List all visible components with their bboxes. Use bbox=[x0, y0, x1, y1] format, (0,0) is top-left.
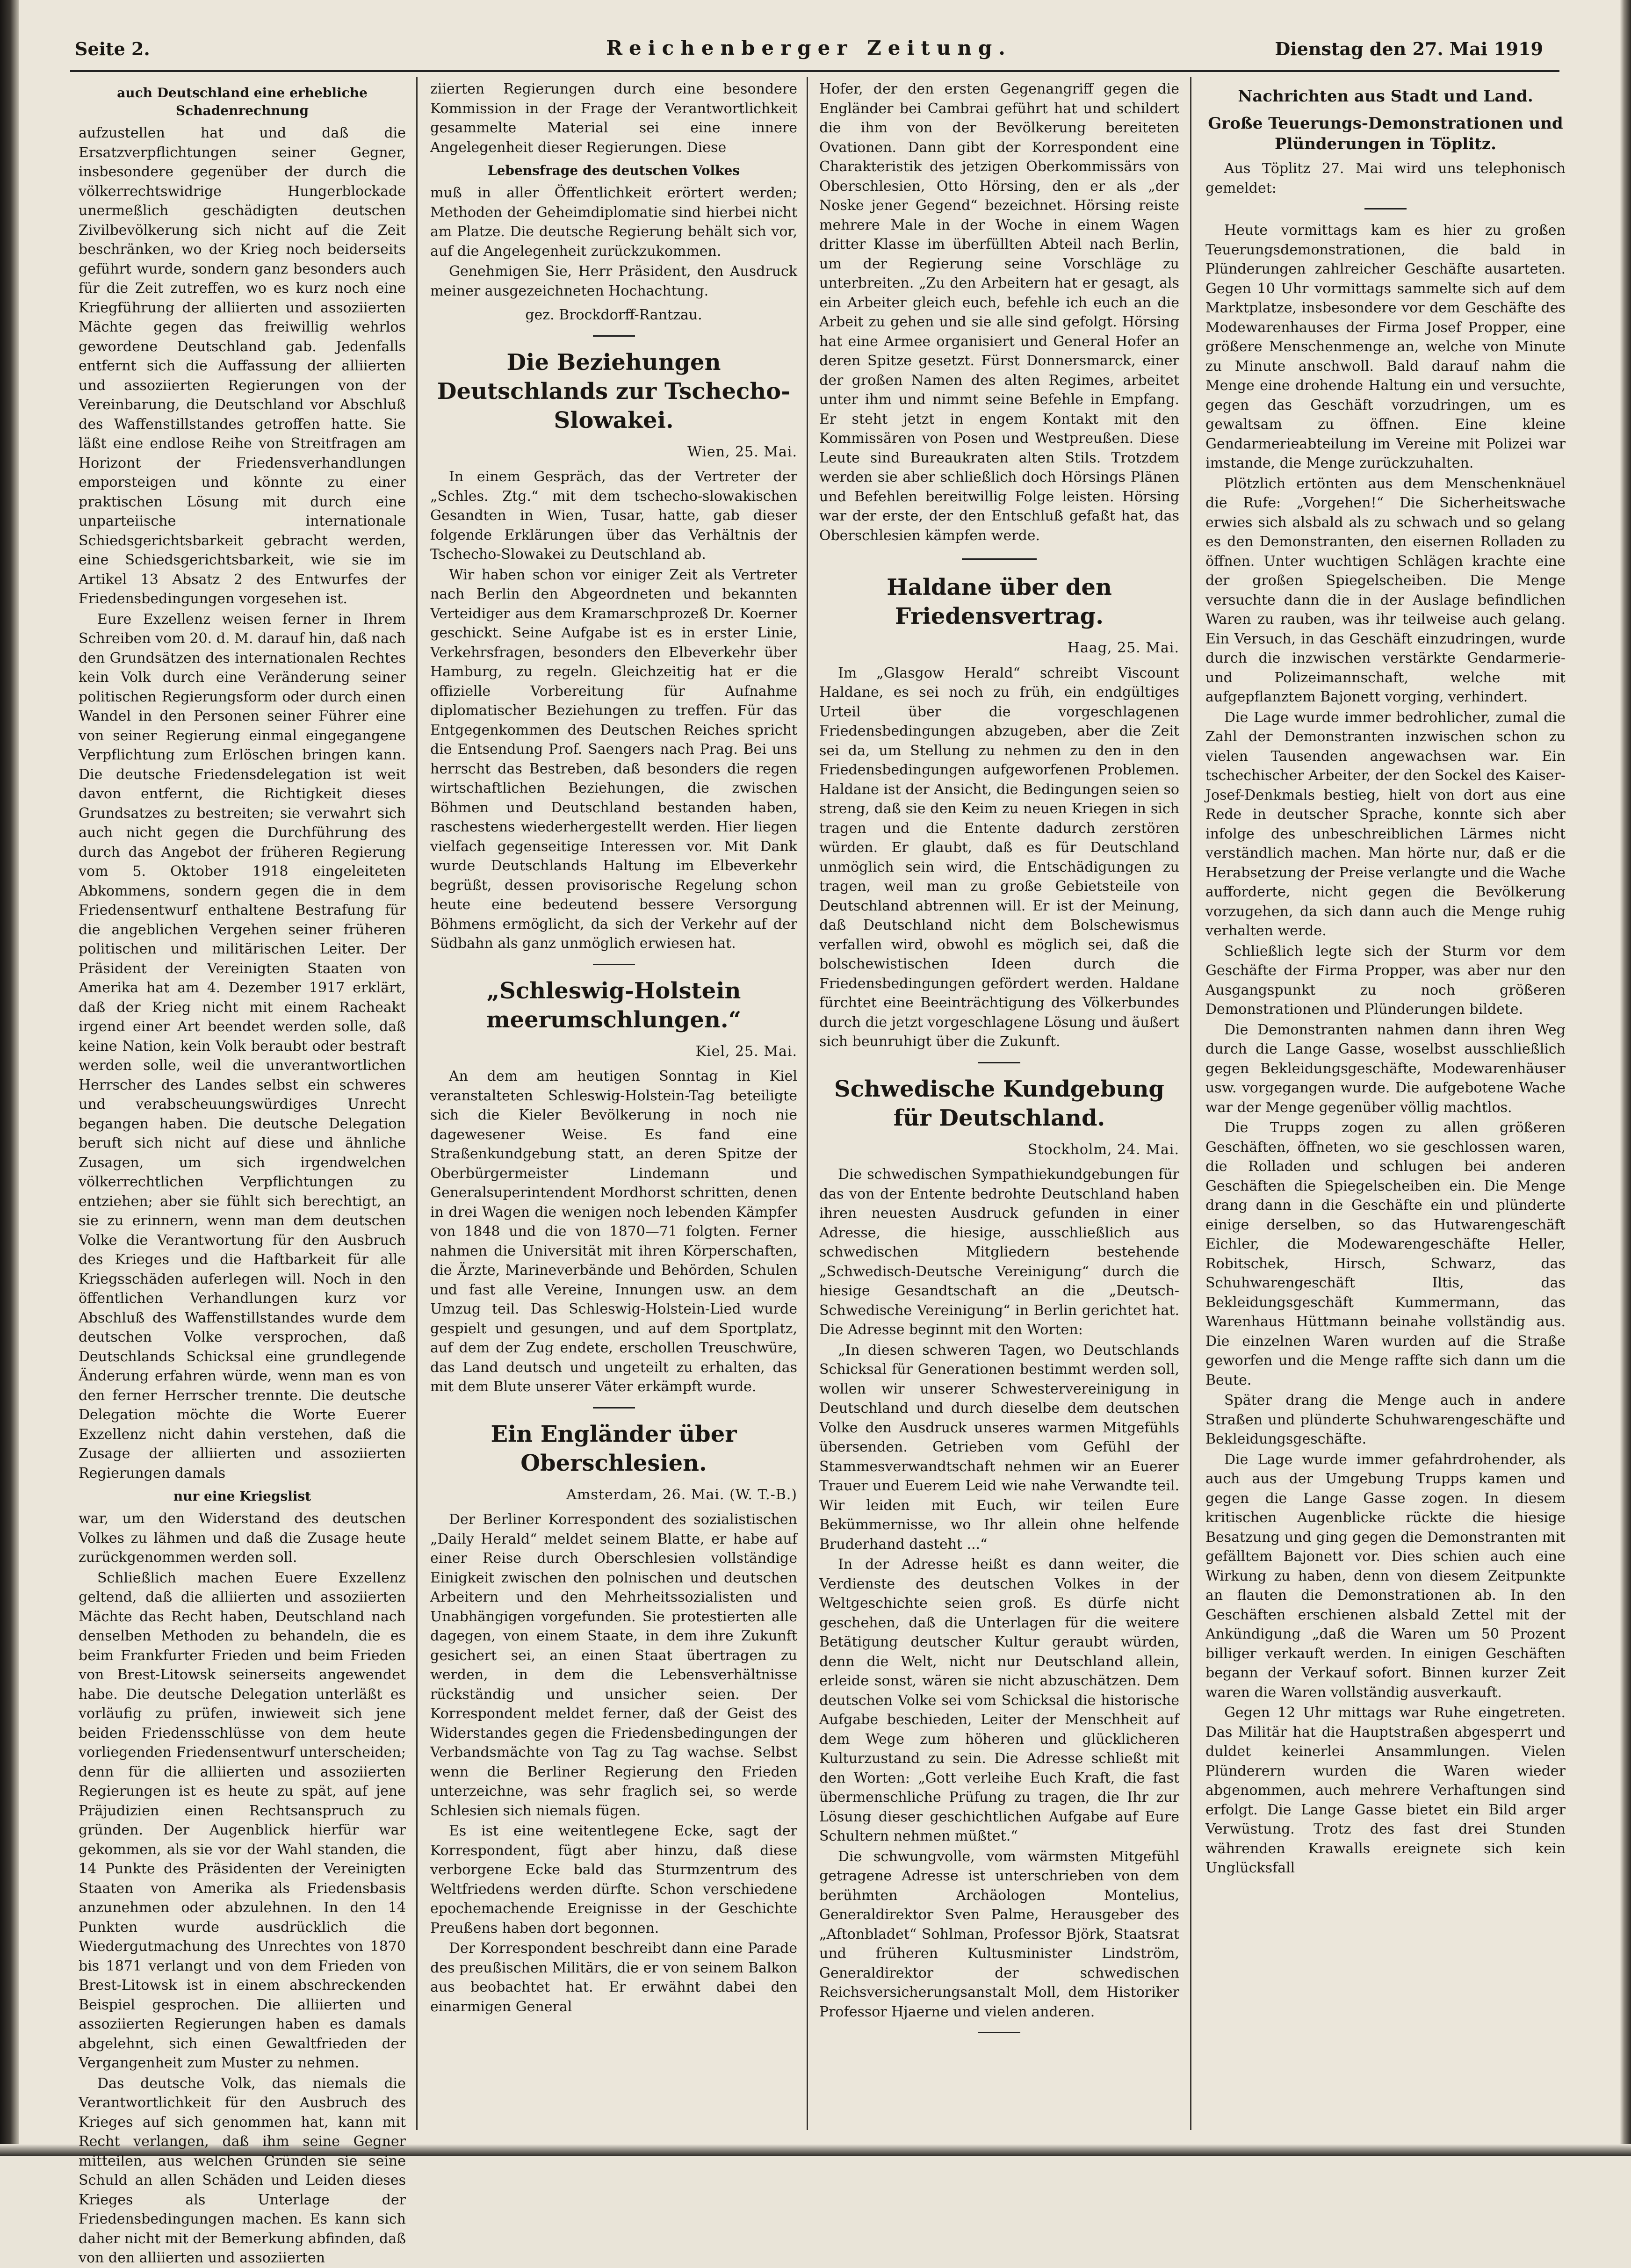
signature: gez. Brockdorff-Rantzau. bbox=[525, 307, 702, 323]
paragraph: An dem am heutigen Sonntag in Kiel veranstalteten Schleswig-Holstein-Tag beteiligte sich die Kieler Bevölkerung in noch nie dagewesener Weise. Es fand eine Straßenkundgebung statt, an deren Spitze der Oberbürgermeister Lindemann und Generalsuperintendent Mordhorst schritten, denen in drei Wagen die wenigen noch lebenden Kämpfer von 1848 und die von 1870—71 folgten. Ferner nahmen die Universität mit ihren Körperschaften, die Ärzte, Marineverbände und Behörden, Schulen und fast alle Vereine, Innungen usw. an dem Umzug teil. Das Schleswig-Holstein-Lied wurde gespielt und gesungen, und auf dem Sportplatz, auf dem der Zug endete, erschollen Treuschwüre, das Land deutsch und ungeteilt zu erhalten, das mit dem Blute unserer Väter erkämpft wurde. bbox=[430, 1068, 797, 1395]
paragraph: Eure Exzellenz weisen ferner in Ihrem Schreiben vom 20. d. M. darauf hin, daß nach den Grundsätzen des internationalen Rechtes kein Volk durch eine Veränderung seiner politischen Regierungsform oder durch einen Wandel in den Personen seiner Führer eine von seiner Regierung einmal eingegangene Verpflichtung zum Erlöschen bringen kann. Die deutsche Friedensdelegation ist weit davon entfernt, die Richtigkeit dieses Grundsatzes zu bestreiten; sie verwahrt sich auch nicht gegen die Durchführung des durch das Angebot der früheren Regierung vom 5. Oktober 1918 eingeleiteten Abkommens, sondern gegen die in dem Friedensentwurf enthaltene Bestrafung für die angeblichen Vergehen seiner früheren politischen und militärischen Leiter. Der Präsident der Vereinigten Staaten von Amerika hat am 4. Dezember 1917 erklärt, daß der Krieg nicht mit einem Racheakt irgend einer Art beendet werden solle, daß keine Nation, kein Volk beraubt oder bestraft werden solle, weil die unverantwortlichen Herrscher des Landes selbst ein schweres und verabscheuungswürdiges Unrecht begangen haben. Die deutsche Delegation beruft sich nicht auf diese und ähnliche Zusagen, um sich irgendwelchen völkerrechtlichen Verpflichtungen zu entziehen; aber sie fühlt sich berechtigt, an sie zu erinnern, wenn man dem deutschen Volke die Verantwortung für den Ausbruch des Krieges und die Haftbarkeit für alle Kriegsschäden auferlegen will. Noch in den öffentlichen Verhandlungen kurz vor Abschluß des Waffenstillstandes wurde dem deutschen Volke versprochen, daß Deutschlands Schicksal eine grundlegende Änderung erfahren würde, wenn man es von den ferner Herrscher trennte. Die deutsche Delegation möchte die Worte Euerer Exzellenz nicht dahin verstehen, daß die Zusage der alliierten und assoziierten Regierungen damals bbox=[79, 611, 406, 1481]
paragraph: Schließlich machen Euere Exzellenz geltend, daß die alliierten und assoziierten Mächte das Recht haben, Deutschland nach denselben Methoden zu behandeln, die es beim Frankfurter Frieden und beim Frieden von Brest-Litowsk seinerseits angewendet habe. Die deutsche Delegation unterläßt es vorläufig zu prüfen, inwieweit sich jene beiden Friedensschlüsse von dem heute vorliegenden Friedensentwurf unterscheiden; denn für die alliierten und assoziierten Regierungen ist es heute zu spät, auf jene Präjudizien einen Rechtsanspruch zu gründen. Der Augenblick hierfür war gekommen, als sie vor der Wahl standen, die 14 Punkte des Präsidenten der Vereinigten Staaten von Amerika als Friedensbasis anzunehmen oder abzulehnen. In den 14 Punkten wurde ausdrücklich die Wiedergutmachung des Unrechtes von 1870 bis 1871 verlangt und von dem Frieden von Brest-Litowsk ist in einem abschreckenden Beispiel gesprochen. Die alliierten und assoziierten Regierungen haben es damals abgelehnt, sich einen Gewaltfrieden der Vergangenheit zum Muster zu nehmen. bbox=[79, 1569, 406, 2071]
paragraph: Die Trupps zogen zu allen größeren Geschäften, öffneten, wo sie geschlossen waren, die Rolladen und schlugen bei anderen Geschäften die Spiegelscheiben ein. Die Menge drang dann in die Geschäfte ein und plünderte einige derselben, so das Hutwarengeschäft Eichler, die Modewarengeschäfte Heller, Robitschek, Hirsch, Schwarz, das Schuhwarengeschäft Iltis, das Bekleidungsgeschäft Kummermann, das Warenhaus Hüttmann beinahe vollständig aus. Die einzelnen Waren wurden auf die Straße geworfen und die Menge raffte sich dann um die Beute. bbox=[1205, 1120, 1566, 1388]
dateline: Wien, 25. Mai. bbox=[687, 443, 797, 460]
issue-date: Dienstag den 27. Mai 1919 bbox=[1275, 38, 1543, 59]
paragraph: muß in aller Öffentlichkeit erörtert werden; Methoden der Geheimdiplomatie sind hierbei nicht am Platze. Die deutsche Regierung behält sich vor, auf die Angelegenheit zurückzukommen. bbox=[430, 185, 797, 260]
paragraph: Plötzlich ertönten aus dem Menschenknäuel die Rufe: „Vorgehen!“ Die Sicherheitswache erwies sich alsbald als zu schwach und so gelang es den Demonstranten, den eisernen Rolladen zu öffnen. Unter wuchtigen Schlägen krachte eine der großen Spiegelscheiben. Die Menge versuchte dann die in der Auslage befindlichen Waren zu rauben, was ihr teilweise auch gelang. Ein Versuch, in das Geschäft einzudringen, wurde durch die inzwischen verstärkte Gendarmerie- und Polizeimannschaft, welche mit aufgepflanztem Bajonett vorging, verhindert. bbox=[1205, 475, 1566, 705]
column-1 bbox=[79, 79, 406, 2266]
paragraph: Hofer, der den ersten Gegenangriff gegen die Engländer bei Cambrai geführt hat und schildert die ihm von der Bevölkerung bereiteten Ovationen. Dann gibt der Korrespondent eine Charakteristik des jetzigen Oberkommissärs von Oberschlesien, Otto Hörsing, den er als „der Noske jener Gegend“ bezeichnet. Hörsing reiste mehrere Male in der Woche in einem Wagen dritter Klasse im überfüllten Abteil nach Berlin, um der Regierung seine Vorschläge zu unterbreiten. „Zu den Arbeitern hat er gesagt, als ein Arbeiter gleich euch, befehle ich euch an die Arbeit zu gehen und sie alle sind gefolgt. Hörsing hat eine Armee organisiert und General Hofer an deren Spitze gesetzt. Fürst Donnersmarck, einer der großen Namen des alten Regimes, arbeitet unter ihm und nimmt seine Befehle in Empfang. Er steht jetzt in engem Kontakt mit den Kommissären von Posen und Westpreußen. Diese Leute sind Bureaukraten alten Stils. Trotzdem werden sie aber schließlich doch Hörsings Plänen und Befehlen bereitwillig Folge leisten. Hörsing war der erste, der den Entschluß gefaßt hat, das Oberschlesien kämpfen werde. bbox=[819, 81, 1179, 544]
paragraph: Genehmigen Sie, Herr Präsident, den Ausdruck meiner ausgezeichneten Hochachtung. bbox=[430, 263, 797, 299]
dateline: Aus Töplitz 27. Mai wird uns telephonisch gemeldet: bbox=[1205, 160, 1566, 196]
paragraph: In einem Gespräch, das der Vertreter der „Schles. Ztg.“ mit dem tschecho-slowakischen Gesandten in Wien, Tusar, hatte, gab dieser folgende Erklärungen über das Verhältnis der Tschecho-Slowakei zu Deutschland ab. bbox=[430, 469, 797, 563]
paragraph: Das deutsche Volk, das niemals die Verantwortlichkeit für den Ausbruch des Krieges auf sich genommen hat, kann mit Recht verlangen, daß ihm seine Gegner mitteilen, aus welchen Gründen sie seine Schuld an allen Schäden und Leiden dieses Krieges als Unterlage der Friedensbedingungen machen. Es kann sich daher nicht mit der Bemerkung abfinden, daß von den alliierten und assoziierten bbox=[79, 2075, 406, 2266]
separator bbox=[962, 558, 1037, 560]
page-number: Seite 2. bbox=[75, 38, 150, 59]
scan-edge-left bbox=[0, 0, 19, 2156]
paragraph: Der Berliner Korrespondent des sozialistischen „Daily Herald“ meldet seinem Blatte, er habe auf einer Reise durch Oberschlesien vollständige Einigkeit zwischen den polnischen und deutschen Arbeitern und den Mehrheitssozialisten und Unabhängigen vorgefunden. Sie protestierten alle dagegen, von einem Staate, in dem ihre Zukunft gesichert sei, an einen Staat übertragen zu werden, in dem die Lebensverhältnisse rückständig und unsicher seien. Der Korrespondent meldet ferner, daß der Geist des Widerstandes gegen die Friedensbedingungen der Verbandsmächte von Tag zu Tag wachse. Selbst wenn die Berliner Regierung den Frieden unterzeichne, was sehr fraglich sei, so werde Schlesien sich niemals fügen. bbox=[430, 1511, 797, 1819]
paragraph: Die Lage wurde immer gefahrdrohender, als auch aus der Umgebung Trupps kamen und gegen die Lange Gasse zogen. In diesem kritischen Augenblicke rückte die hiesige Besatzung und ging gegen die Demonstranten mit gefälltem Bajonett vor. Dies schien auch eine Wirkung zu haben, denn von diesem Zeitpunkte an flauten die Demonstrationen ab. In den Geschäften erschienen alsbald Zettel mit der Ankündigung „daß die Waren um 50 Prozent billiger verkauft werden. In einigen Geschäften begann der Verkauf sofort. Binnen kurzer Zeit waren die Waren vollständig ausverkauft. bbox=[1205, 1451, 1566, 1701]
article-title: Ein Engländer über Oberschlesien. bbox=[491, 1421, 737, 1476]
separator bbox=[1364, 208, 1407, 209]
paragraph: ziierten Regierungen durch eine besondere Kommission in der Frage der Verantwortlichkeit gesammelte Material sei eine innere Angelegenheit dieser Regierungen. Diese bbox=[430, 81, 797, 156]
paragraph: Gegen 12 Uhr mittags war Ruhe eingetreten. Das Militär hat die Hauptstraßen abgesperrt und duldet keinerlei Ansammlungen. Vielen Plünderern wurden die Waren wieder abgenommen, auch mehrere Verhaftungen sind erfolgt. Die Lange Gasse bietet ein Bild arger Verwüstung. Trotz des fast drei Stunden währenden Krawalls ereignete sich kein Unglücksfall bbox=[1205, 1705, 1566, 1876]
subheading: nur eine Kriegslist bbox=[173, 1488, 311, 1504]
paragraph: Im „Glasgow Herald“ schreibt Viscount Haldane, es sei noch zu früh, ein endgültiges Urteil über die vorgeschlagenen Friedensbedingungen abzugeben, aber die Zeit sei da, um Stellung zu nehmen zu den in den Friedensbedingungen aufgeworfenen Problemen. Haldane ist der Ansicht, die Bedingungen seien so streng, daß sie den Keim zu neuen Kriegen in sich tragen und die Entente dadurch zerstören würden. Er glaubt, daß es für Deutschland unmöglich sein wird, die Entschädigungen zu tragen, weil man zu große Gebietsteile von Deutschland abtrennen will. Er ist der Meinung, daß Deutschland nicht dem Bolschewismus verfallen wird, obwohl es möglich sei, daß die bolschewistischen Ideen durch die Friedensbedingungen gefördert werden. Haldane fürchtet eine Beeinträchtigung des Völkerbundes durch die jetzt vorgeschlagene Lösung und äußert sich beunruhigt über die Zukunft. bbox=[819, 665, 1179, 1050]
dateline: Haag, 25. Mai. bbox=[1067, 640, 1179, 656]
dateline: Amsterdam, 26. Mai. (W. T.-B.) bbox=[566, 1486, 797, 1503]
column-divider bbox=[1190, 77, 1191, 2130]
column-divider bbox=[807, 77, 808, 2130]
paragraph: „In diesen schweren Tagen, wo Deutschlands Schicksal für Generationen bestimmt werden soll, wollen wir unserer Schwestervereinigung in Deutschland und durch dieselbe dem deutschen Volke den Ausdruck unseres warmen Mitgefühls übersenden. Getrieben vom Gefühl der Stammesverwandtschaft nehmen wir an Euerer Trauer und Euerem Leid wie nahe Verwandte teil. Wir leiden mit Euch, wir teilen Eure Bekümmernisse, wo Ihr allein ohne helfende Bruderhand dasteht ...“ bbox=[819, 1342, 1179, 1553]
paragraph: Wir haben schon vor einiger Zeit als Vertreter nach Berlin den Abgeordneten und bekannten Verteidiger aus dem Kramarschprozeß Dr. Koerner geschickt. Seine Aufgabe ist es in erster Linie, Verkehrsfragen, besonders den Elbeverkehr über Hamburg, zu regeln. Gleichzeitig hat er die offizielle Vorbereitung für Aufnahme diplomatischer Beziehungen zu treffen. Für das Entgegenkommen des Deutschen Reiches spricht die Entsendung Prof. Saengers nach Prag. Bei uns herrscht das Bestreben, daß besonders die regen wirtschaftlichen Beziehungen, die zwischen Böhmen und Deutschland bestanden haben, raschestens wiederhergestellt werden. Hier liegen vielfach gegenseitige Interessen vor. Mit Dank wurde Deutschlands Haltung im Elbeverkehr begrüßt, dessen provisorische Regelung schon heute eine bedeutend bessere Versorgung Böhmens ermöglicht, da sich der Verkehr auf der Südbahn als ganz unmöglich erwiesen hat. bbox=[430, 566, 797, 952]
separator bbox=[593, 335, 635, 337]
dateline: Kiel, 25. Mai. bbox=[695, 1043, 797, 1060]
masthead-rule bbox=[70, 70, 1559, 72]
paragraph: Später drang die Menge auch in andere Straßen und plünderte Schuhwarengeschäfte und Bekleidungsgeschäfte. bbox=[1205, 1392, 1566, 1447]
section-title: Nachrichten aus Stadt und Land. bbox=[1238, 87, 1533, 106]
separator bbox=[593, 1407, 635, 1408]
separator bbox=[978, 2032, 1020, 2033]
article-title: Die Beziehungen Deutschlands zur Tschecho-Slowakei. bbox=[437, 349, 791, 433]
column-3 bbox=[819, 79, 1179, 2128]
column-heading: auch Deutschland eine erhebliche Schadenrechnung bbox=[117, 85, 368, 118]
paragraph: Der Korrespondent beschreibt dann eine Parade des preußischen Militärs, die er von seinem Balkon aus beobachtet hat. Er erwähnt dabei den einarmigen General bbox=[430, 1940, 797, 2015]
separator bbox=[593, 964, 635, 965]
article-title: „Schleswig-Holstein meerumschlungen.“ bbox=[486, 977, 742, 1033]
article-title: Haldane über den Friedensvertrag. bbox=[887, 574, 1112, 629]
masthead bbox=[75, 34, 1543, 62]
paragraph: Die schwedischen Sympathiekundgebungen für das von der Entente bedrohte Deutschland haben ihren neuesten Ausdruck gefunden in einer Adresse, die hiesige, ausschließlich aus schwedischen Mitgliedern bestehende „Schwedisch-Deutsche Vereinigung“ durch die hiesige Gesandtschaft an die „Deutsch-Schwedische Vereinigung“ in Berlin gerichtet hat. Die Adresse beginnt mit den Worten: bbox=[819, 1166, 1179, 1338]
column-2 bbox=[430, 79, 797, 2128]
separator bbox=[978, 1062, 1020, 1063]
paragraph: war, um den Widerstand des deutschen Volkes zu lähmen und daß die Zusage heute zurückgenommen werden soll. bbox=[79, 1510, 406, 1566]
paragraph: Heute vormittags kam es hier zu großen Teuerungsdemonstrationen, die bald in Plünderungen zahlreicher Geschäfte ausarteten. Gegen 10 Uhr vormittags sammelte sich auf dem Marktplatze, insbesondere vor dem Geschäfte des Modewarenhauses der Firma Josef Propper, eine größere Menschenmenge an, welche von Minute zu Minute anschwoll. Bald darauf nahm die Menge eine drohende Haltung ein und versuchte, gegen das Geschäft vorzudringen, um es gewaltsam zu öffnen. Eine kleine Gendarmerieabteilung im Vereine mit Polizei war imstande, die Menge zurückzuhalten. bbox=[1205, 222, 1566, 471]
article-title: Schwedische Kundgebung für Deutschland. bbox=[834, 1076, 1164, 1131]
paragraph: Die Lage wurde immer bedrohlicher, zumal die Zahl der Demonstranten inzwischen schon zu vielen Tausenden angewachsen war. Ein tschechischer Arbeiter, der den Sockel des Kaiser-Josef-Denkmals bestieg, hielt von dort aus eine Rede in deutscher Sprache, konnte sich aber infolge des unbeschreiblichen Lärmes nicht verständlich machen. Man hörte nur, daß er die Herabsetzung der Preise verlangte und die Wache aufforderte, nicht gegen die Bevölkerung vorzugehen, da sich dann auch die Menge ruhig verhalten werde. bbox=[1205, 709, 1566, 939]
newspaper-title: Reichenberger Zeitung. bbox=[606, 36, 1012, 59]
paragraph: aufzustellen hat und daß die Ersatzverpflichtungen seiner Gegner, insbesondere gegenüber der durch die völkerrechtswidrige Hungerblockade unermeßlich geschädigten deutschen Zivilbevölkerung sich nicht auf die Zeit beschränken, wo der Krieg noch beiderseits geführt wurde, sondern ganz besonders auch für die Zeit zutreffen, wo es kurz noch eine Kriegführung der alliierten und assoziierten Mächte gegen das freiwillig wehrlos gewordene Deutschland gab. Jedenfalls entfernt sich die Auffassung der alliierten und assoziierten Regierungen von der Vereinbarung, die Deutschland vor Abschluß des Waffenstillstandes getroffen hatte. Sie läßt eine endlose Reihe von Streitfragen am Horizont der Friedensverhandlungen emporsteigen und könnte zu einer praktischen Lösung mit durch eine unparteiische internationale Schiedsgerichtsbarkeit gebracht werden, eine Schiedsgerichtsbarkeit, wie sie im Artikel 13 Absatz 2 des Entwurfes der Friedensbedingungen vorgesehen ist. bbox=[79, 125, 406, 607]
subheading: Lebensfrage des deutschen Volkes bbox=[487, 163, 740, 178]
paragraph: Es ist eine weitentlegene Ecke, sagt der Korrespondent, fügt aber hinzu, daß diese verborgene Ecke bald das Sturmzentrum des Weltfriedens werden dürfte. Schon verschiedene epochemachende Ereignisse in der Geschichte Preußens haben dort begonnen. bbox=[430, 1823, 797, 1936]
paragraph: Schließlich legte sich der Sturm vor dem Geschäfte der Firma Propper, was aber nur den Ausgangspunkt zu noch größeren Demonstrationen und Plünderungen bildete. bbox=[1205, 943, 1566, 1018]
column-divider bbox=[416, 77, 418, 2130]
paragraph: Die Demonstranten nahmen dann ihren Weg durch die Lange Gasse, woselbst ausschließlich gegen Bekleidungsgeschäfte, Modewarenhäuser usw. vorgegangen wurde. Die aufgebotene Wache war der Menge gegenüber völlig machtlos. bbox=[1205, 1021, 1566, 1116]
paragraph: In der Adresse heißt es dann weiter, die Verdienste des deutschen Volkes in der Weltgeschichte seien groß. Es dürfe nicht geschehen, daß die Unterlagen für die weitere Betätigung deutscher Kultur geraubt würden, denn die Welt, nicht nur Deutschland allein, erleide sonst, wären sie nicht abzuschätzen. Dem deutschen Volke sei vom Schicksal die historische Aufgabe beschieden, Leiter der Menschheit auf dem Wege zum höheren und glücklicheren Kulturzustand zu sein. Die Adresse schließt mit den Worten: „Gott verleihe Euch Kraft, die fast übermenschliche Prüfung zu tragen, die Ihr zur Lösung dieser geschichtlichen Aufgabe auf Eure Schultern nehmen müßtet.“ bbox=[819, 1556, 1179, 1844]
scan-edge-right bbox=[1620, 0, 1631, 2156]
column-4 bbox=[1205, 79, 1566, 2128]
article-title: Große Teuerungs-Demonstrationen und Plünderungen in Töplitz. bbox=[1208, 114, 1563, 153]
paragraph: Die schwungvolle, vom wärmsten Mitgefühl getragene Adresse ist unterschrieben von dem berühmten Archäologen Montelius, Generaldirektor Sven Palme, Herausgeber des „Aftonbladet“ Sohlman, Professor Björk, Staatsrat und früheren Kultusminister Lindström, Generaldirektor der schwedischen Reichsversicherungsanstalt Moll, dem Historiker Professor Hjaerne und vielen anderen. bbox=[819, 1848, 1179, 2020]
dateline: Stockholm, 24. Mai. bbox=[1027, 1141, 1179, 1158]
